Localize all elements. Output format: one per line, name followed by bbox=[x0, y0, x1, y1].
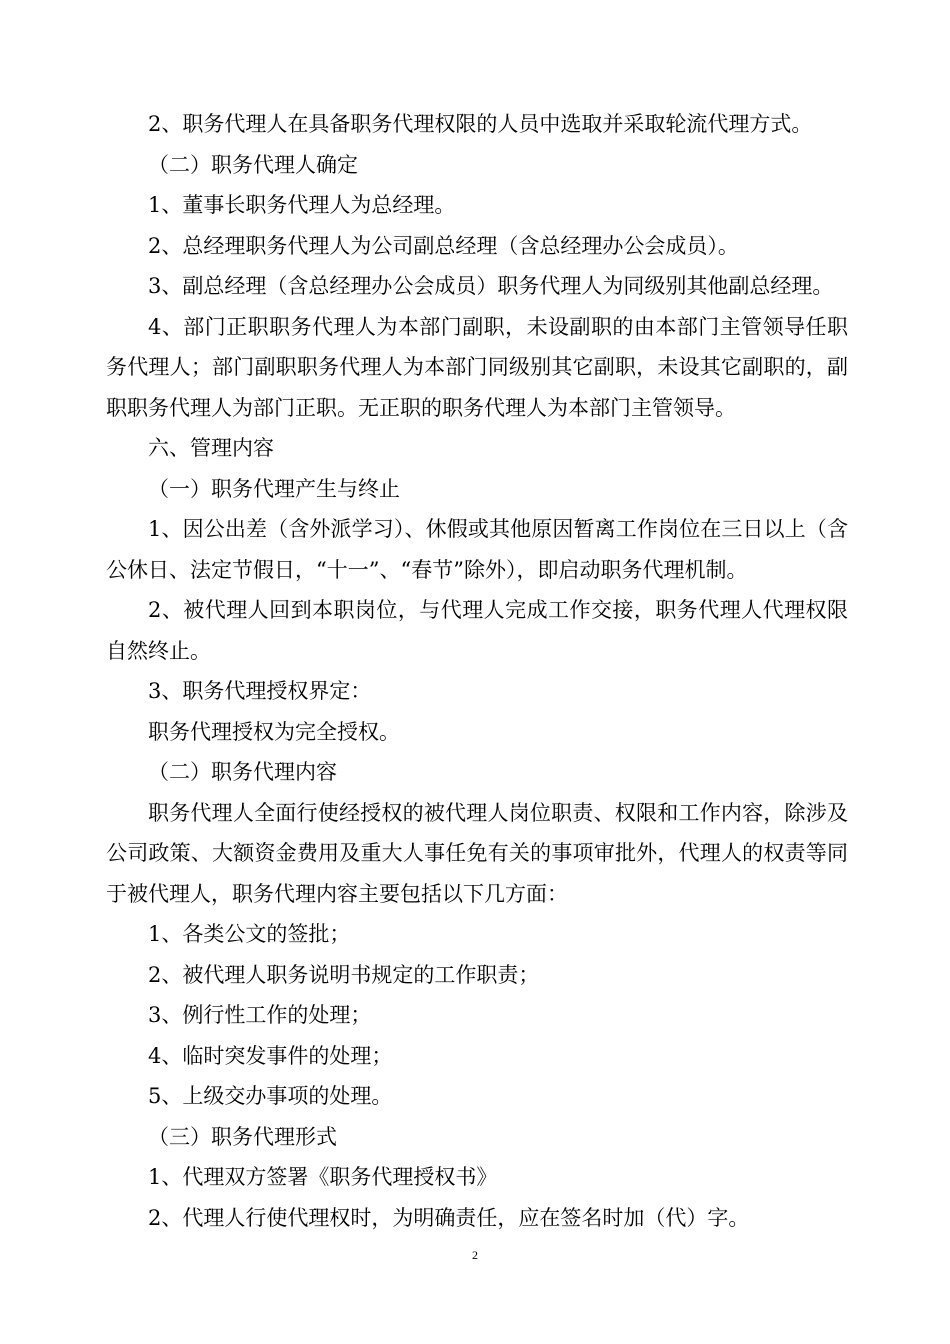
paragraph: 职务代理授权为完全授权。 bbox=[148, 719, 400, 744]
section-heading: （二）职务代理内容 bbox=[148, 760, 337, 784]
paragraph: 4、部门正职职务代理人为本部门副职，未设副职的由本部门主管领导任职务代理人；部门副职职务代理人为本部门同级别其它副职，未设其它副职的，副职职务代理人为部门正职。无正职的职务代理人为本部门主管领导。 bbox=[106, 314, 848, 420]
paragraph: 3、职务代理授权界定： bbox=[148, 679, 372, 703]
paragraph: 1、因公出差（含外派学习）、休假或其他原因暂离工作岗位在三日以上（含公休日、法定节假日，“十一”、“春节”除外），即启动职务代理机制。 bbox=[106, 517, 848, 582]
paragraph: 2、代理人行使代理权时，为明确责任，应在签名时加（代）字。 bbox=[148, 1205, 750, 1230]
paragraph: 2、职务代理人在具备职务代理权限的人员中选取并采取轮流代理方式。 bbox=[148, 112, 813, 136]
page-number: 2 bbox=[472, 1248, 478, 1262]
section-heading: （二）职务代理人确定 bbox=[148, 152, 358, 177]
list-item: 5、上级交办事项的处理。 bbox=[148, 1084, 393, 1108]
paragraph: 1、董事长职务代理人为总经理。 bbox=[148, 193, 456, 217]
document-body bbox=[106, 104, 848, 1238]
paragraph: 1、代理双方签署《职务代理授权书》 bbox=[148, 1165, 498, 1189]
section-heading: 六、管理内容 bbox=[148, 436, 274, 460]
list-item: 4、临时突发事件的处理； bbox=[148, 1043, 393, 1068]
list-item: 1、各类公文的签批； bbox=[148, 922, 351, 946]
paragraph: 2、被代理人回到本职岗位，与代理人完成工作交接，职务代理人代理权限自然终止。 bbox=[106, 598, 848, 663]
section-heading: （三）职务代理形式 bbox=[148, 1124, 337, 1149]
section-heading: （一）职务代理产生与终止 bbox=[148, 476, 400, 501]
paragraph: 2、总经理职务代理人为公司副总经理（含总经理办公会成员）。 bbox=[148, 233, 739, 258]
paragraph: 职务代理人全面行使经授权的被代理人岗位职责、权限和工作内容，除涉及公司政策、大额资金费用及重大人事任免有关的事项审批外，代理人的权责等同于被代理人，职务代理内容主要包括以下几方面： bbox=[106, 800, 848, 906]
list-item: 2、被代理人职务说明书规定的工作职责； bbox=[148, 962, 540, 987]
list-item: 3、例行性工作的处理； bbox=[148, 1003, 372, 1027]
paragraph: 3、副总经理（含总经理办公会成员）职务代理人为同级别其他副总经理。 bbox=[148, 274, 834, 298]
